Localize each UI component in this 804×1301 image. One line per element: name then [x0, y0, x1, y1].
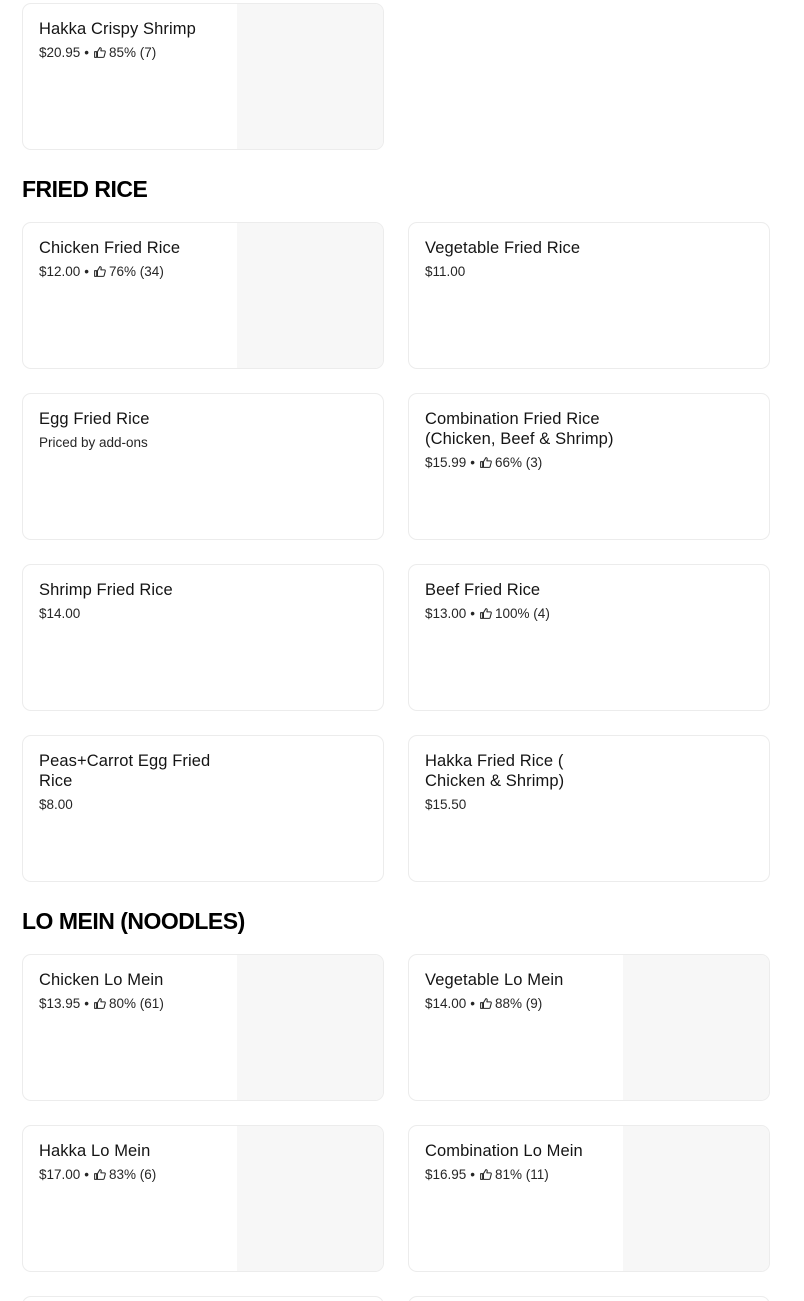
item-price: $13.95 — [39, 996, 81, 1011]
item-name: Hakka Lo Mein — [39, 1142, 151, 1160]
menu-item-card[interactable] — [22, 222, 384, 369]
item-price: $8.00 — [39, 797, 73, 812]
item-price: $14.00 — [39, 606, 81, 621]
item-name: Peas+Carrot Egg Fried Rice — [39, 752, 211, 790]
item-rating: 80% (61) — [109, 996, 164, 1011]
item-meta — [39, 434, 229, 451]
item-meta — [39, 605, 229, 622]
item-image — [623, 1126, 769, 1271]
item-price: $16.95 — [425, 1167, 467, 1182]
item-price: $13.00 — [425, 606, 467, 621]
menu-item-card-partial[interactable] — [408, 1296, 770, 1301]
item-name: Beef Fried Rice — [425, 581, 541, 599]
thumbs-up-icon — [479, 997, 492, 1010]
item-name: Egg Fried Rice — [39, 410, 150, 428]
item-rating: 66% (3) — [495, 455, 543, 470]
thumbs-up-icon — [93, 46, 106, 59]
item-meta — [39, 1166, 229, 1183]
item-price: $15.99 — [425, 455, 467, 470]
item-image — [237, 1126, 383, 1271]
menu-item-card[interactable] — [22, 3, 384, 150]
thumbs-up-icon — [93, 265, 106, 278]
item-name: Vegetable Lo Mein — [425, 971, 564, 989]
item-meta — [39, 995, 229, 1012]
thumbs-up-icon — [479, 607, 492, 620]
section-title-fried-rice: FRIED RICE — [22, 176, 148, 202]
item-price: $15.50 — [425, 797, 467, 812]
menu-item-card[interactable] — [22, 735, 384, 882]
item-name: Vegetable Fried Rice — [425, 239, 581, 257]
item-name: Combination Fried Rice (Chicken, Beef & Shrimp) — [425, 410, 614, 448]
item-price: $20.95 — [39, 45, 81, 60]
item-image — [237, 955, 383, 1100]
item-rating: 83% (6) — [109, 1167, 157, 1182]
item-rating: 100% (4) — [495, 606, 550, 621]
item-price: Priced by add-ons — [39, 435, 148, 450]
item-name: Chicken Lo Mein — [39, 971, 164, 989]
separator: • — [470, 455, 476, 470]
thumbs-up-icon — [93, 1168, 106, 1181]
menu-item-card[interactable] — [408, 564, 770, 711]
separator: • — [470, 996, 476, 1011]
item-price: $12.00 — [39, 264, 81, 279]
menu-item-card[interactable] — [22, 1125, 384, 1272]
menu-item-card[interactable] — [22, 393, 384, 540]
item-rating: 81% (11) — [495, 1167, 549, 1182]
menu-item-card[interactable] — [408, 1125, 770, 1272]
item-name: Hakka Crispy Shrimp — [39, 20, 196, 38]
separator: • — [84, 45, 90, 60]
item-meta — [425, 1166, 615, 1183]
item-meta — [425, 263, 615, 280]
thumbs-up-icon — [93, 997, 106, 1010]
item-meta — [39, 44, 229, 61]
thumbs-up-icon — [479, 1168, 492, 1181]
item-rating: 88% (9) — [495, 996, 543, 1011]
item-meta — [425, 796, 615, 813]
item-name: Hakka Fried Rice ( Chicken & Shrimp) — [425, 752, 565, 790]
item-name: Combination Lo Mein — [425, 1142, 583, 1160]
item-image — [237, 4, 383, 149]
separator: • — [470, 1167, 476, 1182]
item-meta — [39, 796, 229, 813]
item-rating: 76% (34) — [109, 264, 164, 279]
separator: • — [84, 264, 90, 279]
item-image — [623, 955, 769, 1100]
item-meta — [425, 995, 615, 1012]
menu-item-card[interactable] — [408, 222, 770, 369]
separator: • — [84, 1167, 90, 1182]
section-title-lo-mein: LO MEIN (NOODLES) — [22, 908, 245, 934]
item-price: $17.00 — [39, 1167, 81, 1182]
item-meta — [425, 605, 615, 622]
separator: • — [470, 606, 476, 621]
menu-item-card-partial[interactable] — [22, 1296, 384, 1301]
item-meta — [425, 454, 615, 471]
menu-item-card[interactable] — [408, 393, 770, 540]
menu-item-card[interactable] — [22, 954, 384, 1101]
item-name: Shrimp Fried Rice — [39, 581, 173, 599]
menu-item-card[interactable] — [408, 954, 770, 1101]
item-name: Chicken Fried Rice — [39, 239, 181, 257]
item-price: $14.00 — [425, 996, 467, 1011]
item-meta — [39, 263, 229, 280]
item-rating: 85% (7) — [109, 45, 157, 60]
separator: • — [84, 996, 90, 1011]
menu-item-card[interactable] — [408, 735, 770, 882]
thumbs-up-icon — [479, 456, 492, 469]
menu-item-card[interactable] — [22, 564, 384, 711]
item-price: $11.00 — [425, 264, 466, 279]
item-image — [237, 223, 383, 368]
